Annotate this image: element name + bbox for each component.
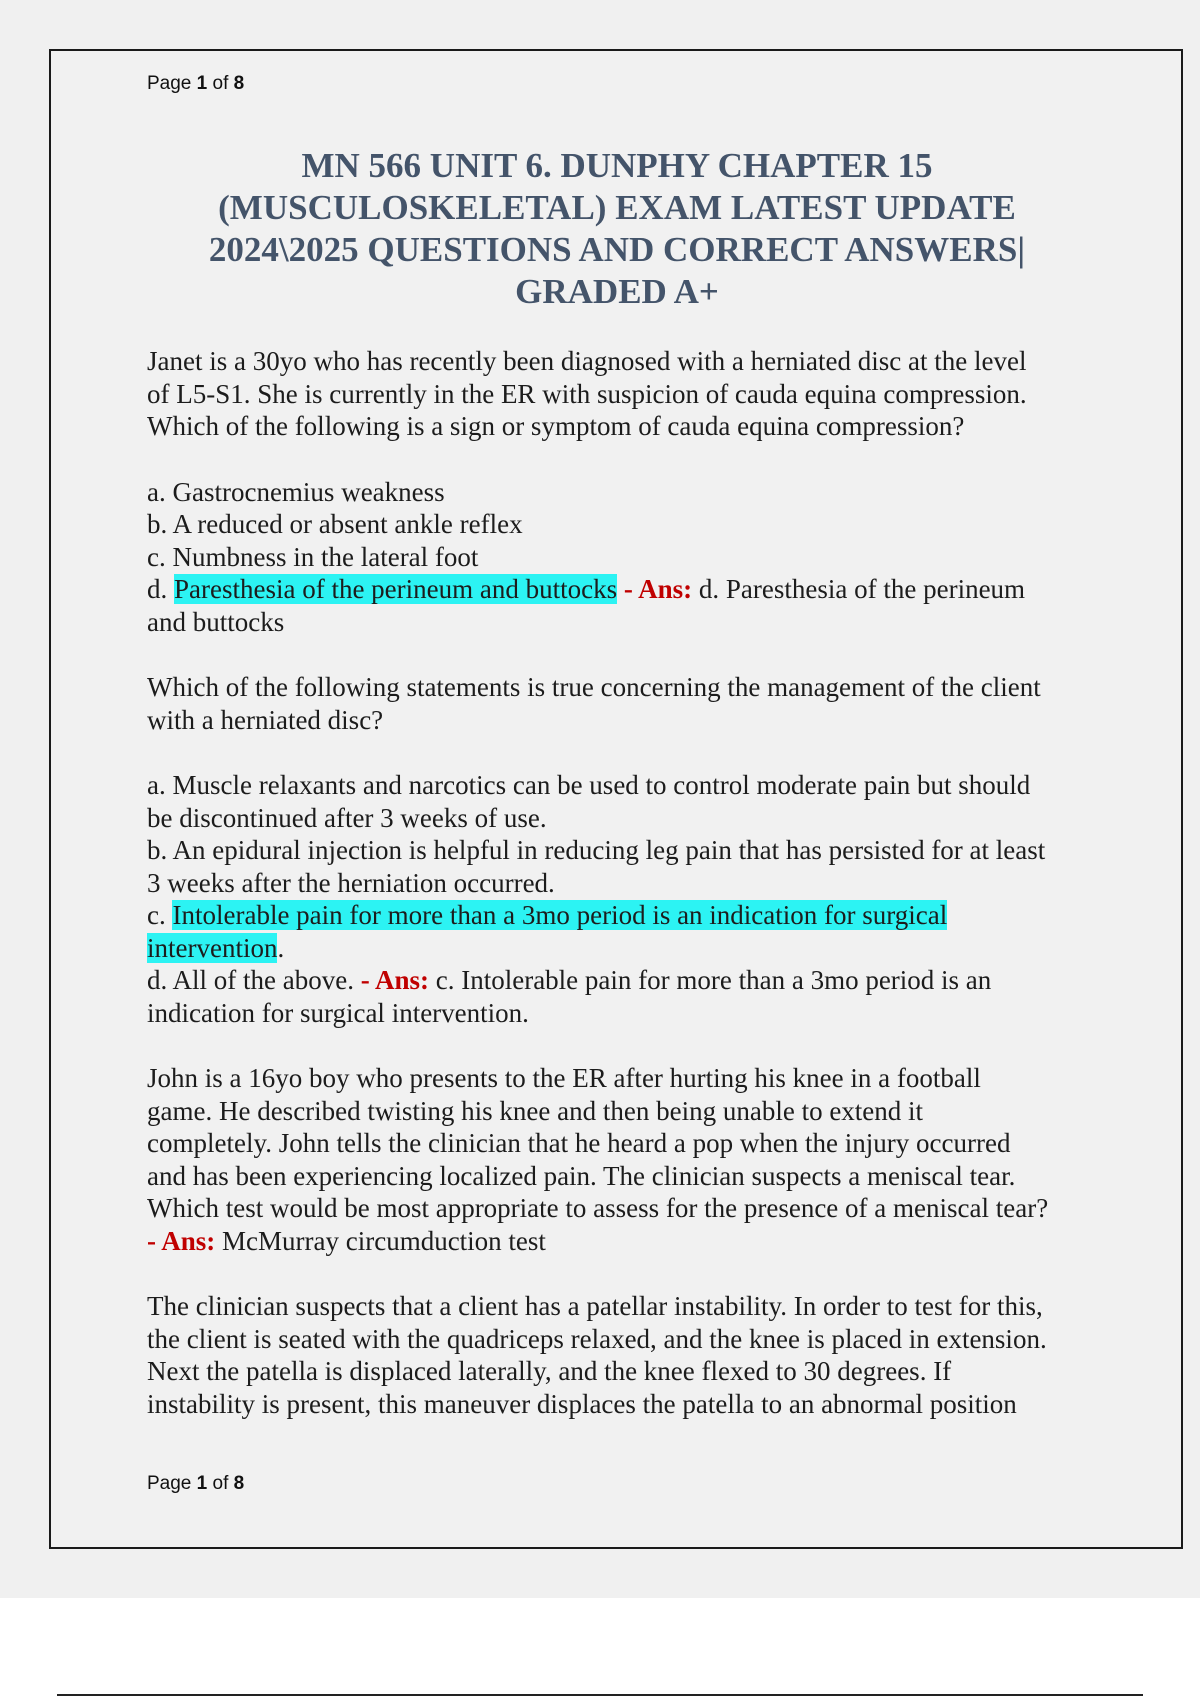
title-line: MN 566 UNIT 6. DUNPHY CHAPTER 15 (301, 146, 933, 185)
question-stem-line: the client is seated with the quadriceps relaxed, and the knee is placed in extension. (147, 1323, 1047, 1354)
answer-text: c. Intolerable pain for more than a 3mo period is an (435, 965, 992, 995)
question-stem-line: John is a 16yo boy who presents to the ER after hurting his knee in a football (147, 1063, 981, 1093)
question-4 (147, 1290, 1147, 1420)
question-stem-line: Next the patella is displaced laterally, and the knee flexed to 30 degrees. If (147, 1356, 952, 1386)
question-stem-line: game. He described twisting his knee and then being unable to extend it (147, 1095, 924, 1126)
title-line: 2024\2025 QUESTIONS AND CORRECT ANSWERS| (208, 230, 1026, 269)
page-number-footer: Page 1 of 8 (147, 1473, 245, 1494)
question-2 (147, 671, 1147, 1029)
option-a: a. Gastrocnemius weakness (147, 476, 445, 507)
option-c-continued: intervention. (147, 932, 285, 963)
question-1 (147, 345, 1147, 638)
highlighted-correct-option: Intolerable pain for more than a 3mo period is an indication for surgical (172, 900, 948, 930)
question-stem-line: Janet is a 30yo who has recently been diagnosed with a herniated disc at the level (147, 346, 1027, 376)
option-b: b. An epidural injection is helpful in reducing leg pain that has persisted for at least (147, 835, 1046, 865)
option-b-continued: 3 weeks after the herniation occurred. (147, 867, 555, 898)
page-number-header: Page 1 of 8 (147, 73, 245, 94)
question-stem-line: and has been experiencing localized pain. The clinician suspects a meniscal tear. (147, 1160, 1016, 1191)
answer-marker: - Ans: (147, 1225, 216, 1256)
question-3 (147, 1062, 1147, 1257)
answer-marker: - Ans: (360, 965, 429, 995)
answer-text: d. Paresthesia of the perineum (698, 574, 1026, 604)
option-c: c. Intolerable pain for more than a 3mo period is an indication for surgical (147, 900, 948, 930)
highlighted-correct-option: intervention (147, 932, 278, 963)
document-title (147, 145, 1087, 313)
bottom-divider (57, 1694, 1143, 1696)
question-stem-line: Which of the following is a sign or symptom of cauda equina compression? (147, 411, 965, 441)
answer-line (147, 1225, 1147, 1258)
highlighted-correct-option: Paresthesia of the perineum and buttocks (174, 574, 618, 604)
title-line: (MUSCULOSKELETAL) EXAM LATEST UPDATE (218, 188, 1016, 227)
document-page (49, 49, 1183, 1549)
answer-text-continued: and buttocks (147, 606, 285, 637)
question-stem-line: of L5-S1. She is currently in the ER with suspicion of cauda equina compression. (147, 378, 1027, 409)
option-a: a. Muscle relaxants and narcotics can be used to control moderate pain but should (147, 770, 1031, 800)
question-stem-line: Which test would be most appropriate to assess for the presence of a meniscal tear? (147, 1193, 1049, 1223)
option-b: b. A reduced or absent ankle reflex (147, 509, 523, 539)
answer-marker: - Ans: (623, 574, 693, 604)
option-d: d. All of the above. - Ans: c. Intolerable pain for more than a 3mo period is an (147, 965, 992, 995)
option-d: d. Paresthesia of the perineum and buttocks - Ans: d. Paresthesia of the perineum (147, 574, 1026, 604)
document-body (147, 345, 1147, 1420)
answer-text: McMurray circumduction test (222, 1225, 546, 1256)
question-stem-line: completely. John tells the clinician that he heard a pop when the injury occurred (147, 1128, 1011, 1158)
question-stem-line: instability is present, this maneuver displaces the patella to an abnormal position (147, 1388, 1017, 1419)
option-c: c. Numbness in the lateral foot (147, 541, 479, 572)
title-line: GRADED A+ (515, 272, 719, 311)
question-stem-line: Which of the following statements is true concerning the management of the client (147, 672, 1041, 702)
question-stem-line: with a herniated disc? (147, 704, 384, 735)
question-stem-line: The clinician suspects that a client has a patellar instability. In order to test for this, (147, 1291, 1043, 1321)
answer-text-continued: indication for surgical intervention. (147, 997, 529, 1028)
option-a-continued: be discontinued after 3 weeks of use. (147, 802, 547, 833)
